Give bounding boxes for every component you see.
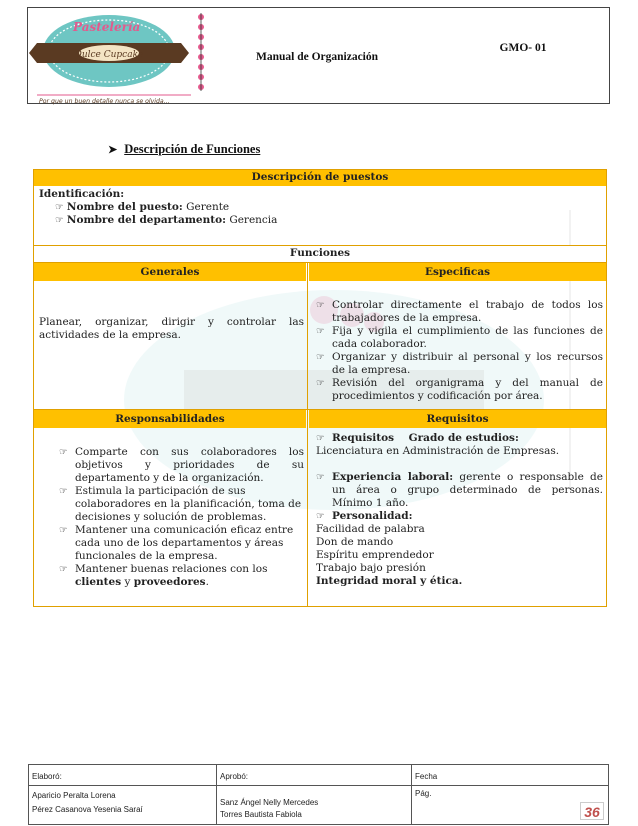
req-personalidad-label: Personalidad: [332, 510, 413, 522]
pointing-hand-icon: ☞ [59, 564, 68, 575]
pointing-hand-icon: ☞ [59, 447, 68, 458]
pointing-hand-icon: ☞ [316, 511, 325, 522]
fecha-label: Fecha [415, 772, 438, 781]
aprobo-label: Aprobó: [220, 772, 249, 781]
pointing-hand-icon: ☞ [316, 472, 325, 483]
pointing-hand-icon: ☞ [55, 202, 64, 213]
pointing-hand-icon: ☞ [316, 433, 325, 444]
req-experiencia-label: Experiencia laboral: [332, 471, 454, 483]
pointing-hand-icon: ☞ [59, 525, 68, 536]
list-item: ☞ Organizar y distribuir al personal y los recursos de la empresa. [316, 351, 603, 376]
puesto-line [55, 201, 229, 214]
list-item: ☞ Controlar directamente el trabajo de todos los trabajadores de la empresa. [316, 299, 603, 324]
logo-main-text: Dulce Cupcake [74, 50, 144, 60]
generales-text: Planear, organizar, dirigir y controlar las actividades de la empresa. [39, 316, 304, 341]
manual-title: Manual de Organización [255, 51, 379, 63]
generales-bar [34, 263, 306, 281]
divider [307, 262, 308, 606]
arrowhead-icon: ➤ [108, 144, 118, 156]
divider [34, 245, 606, 246]
departamento-line [55, 214, 277, 227]
departamento-value: Gerencia [229, 214, 278, 226]
pointing-hand-icon: ☞ [316, 378, 325, 389]
departamento-label: Nombre del departamento: [66, 214, 226, 226]
document-header [27, 7, 610, 104]
divider [216, 765, 217, 824]
elaboro-name-2: Pérez Casanova Yesenia Saraí [32, 805, 143, 814]
especificas-bar [309, 263, 606, 281]
elaboro-label: Elaboró: [32, 772, 62, 781]
pointing-hand-icon: ☞ [316, 352, 325, 363]
identificacion-label: Identificación: [39, 188, 125, 200]
funciones-title: Funciones [289, 247, 351, 259]
funciones-bar [34, 246, 606, 262]
aprobo-name-1: Sanz Ángel Nelly Mercedes [220, 798, 319, 807]
section-heading [108, 142, 260, 157]
list-item: ☞ Revisión del organigrama y del manual de procedimientos y codificación por área. [316, 377, 603, 402]
pointing-hand-icon: ☞ [316, 326, 325, 337]
list-item: ☞ Comparte con sus colaboradores los objetivos y prioridades de su departamento y de la organización. [59, 446, 304, 484]
divider [34, 262, 606, 263]
list-item: ☞ Mantener una comunicación eficaz entre cada uno de los departamentos y áreas funcionales de la empresa. [59, 524, 294, 562]
pointing-hand-icon: ☞ [55, 215, 64, 226]
descripcion-puestos-bar [34, 170, 606, 186]
req-estudios-label: Requisitos Grado de estudios: [332, 432, 519, 444]
pointing-hand-icon: ☞ [59, 486, 68, 497]
divider [29, 785, 608, 786]
requisitos-content [316, 432, 603, 588]
requisitos-bar [309, 410, 606, 428]
list-item: ☞ Mantener buenas relaciones con los clientes y proveedores. [59, 563, 268, 588]
puesto-value: Gerente [186, 201, 230, 213]
requisitos-title: Requisitos [426, 413, 489, 425]
responsabilidades-title: Responsabilidades [115, 413, 225, 425]
responsabilidades-bar [34, 410, 306, 428]
logo-top-text: Pastelería [73, 20, 141, 34]
generales-title: Generales [140, 266, 200, 278]
especificas-list [316, 299, 603, 403]
req-estudios-value: Licenciatura en Administración de Empresas. [316, 445, 560, 457]
especificas-title: Especificas [424, 266, 491, 278]
logo-slogan: Por que un buen detalle nunca se olvida... [39, 98, 170, 105]
req-personalidad-item: Don de mando [316, 536, 394, 548]
bakery-logo [31, 11, 211, 105]
pag-label: Pág. [415, 789, 432, 798]
divider [34, 409, 606, 410]
aprobo-name-2: Torres Bautista Fabiola [220, 810, 302, 819]
pointing-hand-icon: ☞ [316, 300, 325, 311]
list-item: ☞ Fija y vigila el cumplimiento de las funciones de cada colaborador. [316, 325, 603, 350]
req-personalidad-last: Integridad moral y ética. [316, 575, 463, 587]
descripcion-puestos-title: Descripción de puestos [251, 171, 389, 183]
page-number: 36 [580, 802, 604, 820]
elaboro-name-1: Aparicio Peralta Lorena [32, 791, 116, 800]
job-description-table [33, 169, 607, 607]
section-heading-text: Descripción de Funciones [124, 142, 261, 156]
responsabilidades-list [59, 446, 304, 589]
manual-code: GMO- 01 [499, 42, 547, 54]
list-item: ☞ Estimula la participación de sus colaboradores en la planificación, toma de decisiones y solución de problemas. [59, 485, 302, 523]
req-personalidad-item: Trabajo bajo presión [316, 562, 426, 574]
document-footer [28, 764, 609, 825]
puesto-label: Nombre del puesto: [66, 201, 183, 213]
req-personalidad-item: Facilidad de palabra [316, 523, 425, 535]
divider [411, 765, 412, 824]
req-experiencia-value: gerente o responsable de un área o grupo determinado de personas. Mínimo 1 año. [332, 471, 603, 509]
req-personalidad-item: Espíritu emprendedor [316, 549, 434, 561]
